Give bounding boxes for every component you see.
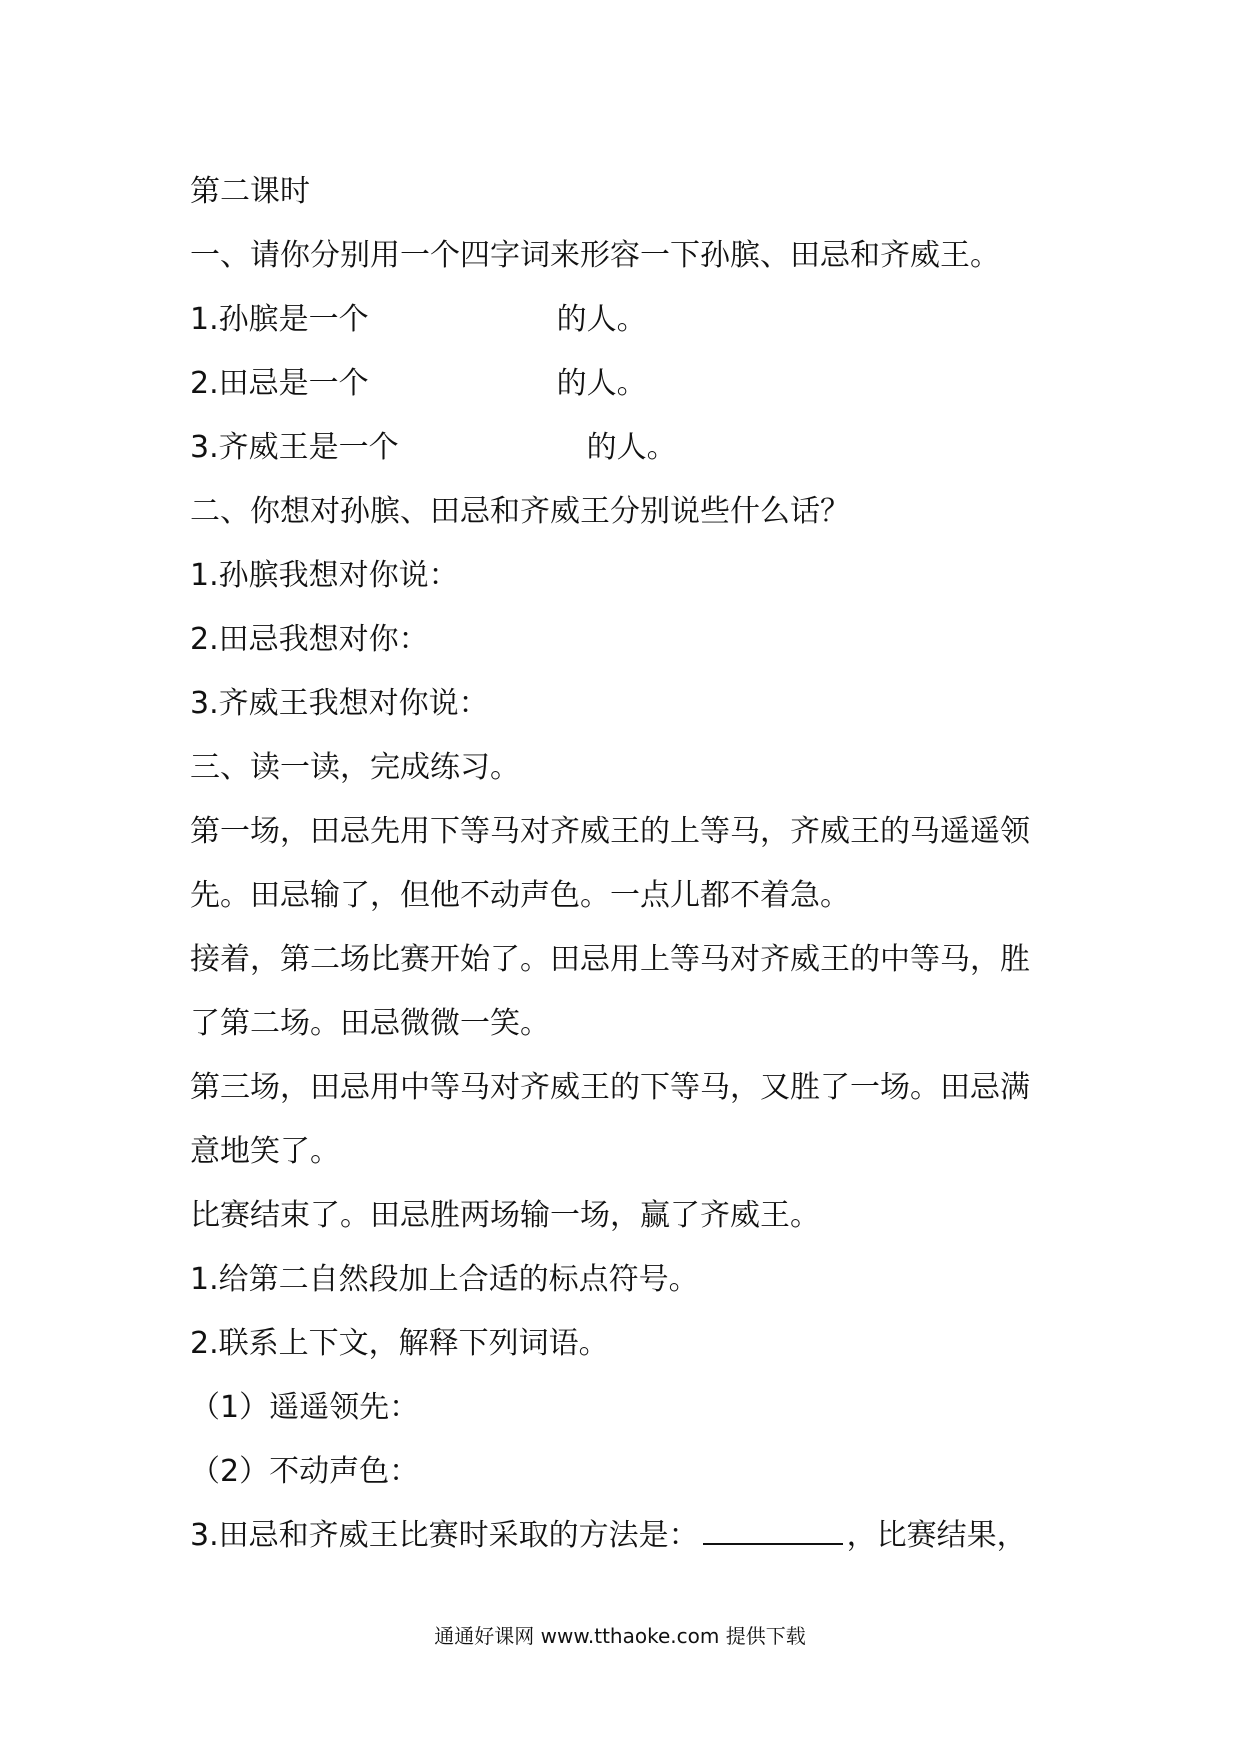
question-2-item-1: （1）遥遥领先： (190, 1390, 420, 1425)
passage-line: 接着，第二场比赛开始了。田忌用上等马对齐威王的中等马，胜 (190, 942, 1030, 977)
item-prefix: 1.孙膑是一个 (190, 302, 369, 337)
section1-item-1 (190, 288, 1070, 352)
passage-line: 了第二场。田忌微微一笑。 (190, 1006, 550, 1041)
section2-heading: 二、你想对孙膑、田忌和齐威王分别说些什么话？ (190, 494, 850, 529)
passage-line: 比赛结束了。田忌胜两场输一场，赢了齐威王。 (190, 1198, 820, 1233)
section1-heading: 一、请你分别用一个四字词来形容一下孙膑、田忌和齐威王。 (190, 238, 1000, 273)
item-prefix: 3.齐威王是一个 (190, 430, 399, 465)
passage-line: 第一场，田忌先用下等马对齐威王的上等马，齐威王的马遥遥领 (190, 814, 1030, 849)
passage-line: 意地笑了。 (190, 1134, 340, 1169)
question-2: 2.联系上下文，解释下列词语。 (190, 1326, 609, 1361)
section1-item-2 (190, 352, 1070, 416)
lesson-title: 第二课时 (190, 174, 310, 209)
section1-item-3 (190, 416, 1070, 480)
section2-item-3: 3.齐威王我想对你说： (190, 686, 489, 721)
fill-in-blank-line (703, 1513, 843, 1545)
question-3-prefix: 3.田忌和齐威王比赛时采取的方法是： (190, 1518, 699, 1553)
item-suffix: 的人。 (586, 430, 677, 465)
question-3-suffix: ，比赛结果， (846, 1518, 1027, 1553)
item-suffix: 的人。 (556, 366, 647, 401)
item-suffix: 的人。 (556, 302, 647, 337)
question-2-item-2: （2）不动声色： (190, 1454, 420, 1489)
section2-item-2: 2.田忌我想对你： (190, 622, 429, 657)
question-1: 1.给第二自然段加上合适的标点符号。 (190, 1262, 699, 1297)
passage-line: 第三场，田忌用中等马对齐威王的下等马，又胜了一场。田忌满 (190, 1070, 1030, 1105)
section2-item-1: 1.孙膑我想对你说： (190, 558, 459, 593)
section3-heading: 三、读一读，完成练习。 (190, 750, 520, 785)
passage-line: 先。田忌输了，但他不动声色。一点儿都不着急。 (190, 878, 850, 913)
question-3 (190, 1504, 1070, 1568)
item-prefix: 2.田忌是一个 (190, 366, 369, 401)
worksheet-content (190, 160, 1070, 1568)
page-footer: 通通好课网 www.tthaoke.com 提供下载 (434, 1624, 806, 1648)
